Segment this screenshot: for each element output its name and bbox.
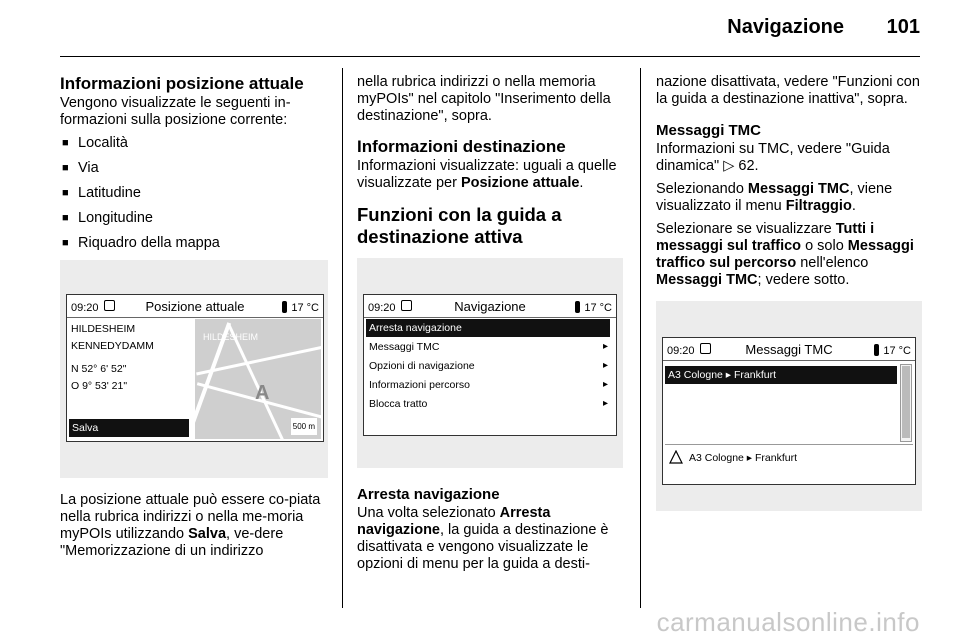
screenshot-current-position [60,260,328,478]
status-bar [67,295,323,318]
text: ; vedere sotto. [757,272,850,288]
screen-title: Navigazione [454,299,526,314]
divider [665,444,913,445]
status-bar [663,338,915,361]
text: Informazioni visualizzate: uguali a quelle visualizzate per [357,158,617,191]
city-value: HILDESHEIM [71,323,136,335]
chevron-right-icon: ▸ [602,379,608,390]
chevron-right-icon: ▸ [602,360,608,371]
column-2 [357,74,625,579]
text: Selezionando [656,181,748,197]
text: o solo [801,238,848,254]
menu-label: Blocca tratto [369,398,428,410]
map-marker-icon: A [255,382,270,404]
screen-title: Posizione attuale [145,299,245,314]
map-scale: 500 m [291,418,317,435]
info-list [60,135,330,252]
bold-term: Posizione attuale [460,175,580,191]
menu-label: Arresta navigazione [369,322,462,334]
thermometer-icon [575,301,580,313]
bold-term: Messaggi traffico sul percorso [656,238,914,271]
watermark: carmanualsonline.info [656,607,920,637]
bold-term: Arresta navigazione [357,505,551,538]
menu-item-stop-navigation[interactable] [366,319,610,337]
list-item: ■ Longitudine [60,210,330,227]
text: . [579,175,584,191]
text: Una volta selezionato [357,505,500,521]
status-bar [364,295,616,318]
running-header-title: Navigazione [727,16,844,38]
column-1 [60,74,330,566]
column-divider-1 [342,68,343,608]
menu-label: Informazioni percorso [369,379,470,391]
menu-item-nav-options[interactable] [366,357,610,375]
list-item: ■ Via [60,160,330,177]
map-city-label: HILDESHEIM [203,332,259,342]
menu-item-tmc[interactable] [366,338,610,356]
bold-term: Messaggi TMC [747,181,850,197]
chevron-right-icon: ▸ [602,341,608,352]
menu-item-block-route[interactable] [366,395,610,413]
scrollbar[interactable] [900,364,912,442]
continued-paragraph: nazione disattivata, vedere "Funzioni con la guida a destinazione inattiva", sopra. [656,74,920,107]
save-button[interactable] [69,419,189,437]
display-screen [662,337,916,485]
visualize-paragraph [656,221,924,289]
thermometer-icon [282,301,287,313]
menu-label: Messaggi TMC [369,341,440,353]
heading-tmc: Messaggi TMC [656,122,762,139]
heading-active-guidance: Funzioni con la guida a destinazione attiva [357,204,562,247]
screenshot-navigation-menu [357,258,623,468]
list-item: ■ Latitudine [60,185,330,202]
page-ref-icon: ▷ [723,158,739,174]
map-view [195,319,321,439]
select-paragraph [656,181,924,215]
bold-term: Messaggi TMC [656,272,758,288]
column-3 [656,74,924,511]
heading-stop-navigation: Arresta navigazione [357,486,500,503]
latitude-value: N 52° 6' 52" [71,363,127,375]
text: , ve-dere "Memorizzazione di un indirizzo [60,526,284,559]
menu-label: Opzioni di navigazione [369,360,475,372]
save-label: Salva [72,422,99,434]
destination-paragraph [357,158,625,192]
list-item: ■ Località [60,135,330,152]
paragraph-copy-position [60,492,330,560]
tmc-item-label: A3 Cologne ▸ Frankfurt [668,369,776,381]
clock-time: 09:20 [368,302,396,314]
text: . [851,198,856,214]
heading-destination-info: Informazioni destinazione [357,137,566,156]
bold-term: Tutti i messaggi sul traffico [656,221,875,254]
screenshot-tmc-messages [656,301,922,511]
menu-item-route-info[interactable] [366,376,610,394]
scrollbar-thumb[interactable] [902,366,910,438]
display-screen [66,294,324,442]
clock-time: 09:20 [71,302,99,314]
traffic-warning-icon [669,450,683,464]
page-ref: 62. [738,158,759,174]
clock-time: 09:20 [667,345,695,357]
display-screen [363,294,617,436]
text: , la guida a destinazione è disattivata e vengono visualizzate le opzioni di menu per la guida a desti- [357,522,609,572]
column-divider-2 [640,68,641,608]
heading-current-position: Informazioni posizione attuale [60,74,304,93]
stop-paragraph [357,505,625,573]
header-rule [60,56,920,57]
bold-term: Salva [188,526,227,542]
intro-paragraph: Vengono visualizzate le seguenti in-formazioni sulla posizione corrente: [60,95,291,128]
chevron-right-icon: ▸ [602,398,608,409]
text: La posizione attuale può essere co-piata nella rubrica indirizzi o nella me-moria myPOIs utilizzando [60,492,321,542]
text: Selezionare se visualizzare [656,221,836,237]
continued-paragraph: nella rubrica indirizzi o nella memoria myPOIs" nel capitolo "Inserimento della destinazione", sopra. [357,74,611,124]
street-value: KENNEDYDAMM [71,340,154,352]
page-number: 101 [886,16,920,38]
thermometer-icon [874,344,879,356]
text: , viene visualizzato il menu [656,181,893,214]
tmc-list-item[interactable] [665,366,897,384]
tmc-paragraph [656,141,924,175]
tmc-detail: A3 Cologne ▸ Frankfurt [689,452,797,464]
temperature: 17 °C [584,302,612,314]
screen-title: Messaggi TMC [745,342,833,357]
longitude-value: O 9° 53' 21" [71,380,128,392]
bold-term: Filtraggio [785,198,852,214]
text: Informazioni su TMC, vedere "Guida dinamica" [656,141,890,174]
text: nell'elenco [796,255,869,271]
list-item: ■ Riquadro della mappa [60,235,330,252]
temperature: 17 °C [883,345,911,357]
temperature: 17 °C [291,302,319,314]
